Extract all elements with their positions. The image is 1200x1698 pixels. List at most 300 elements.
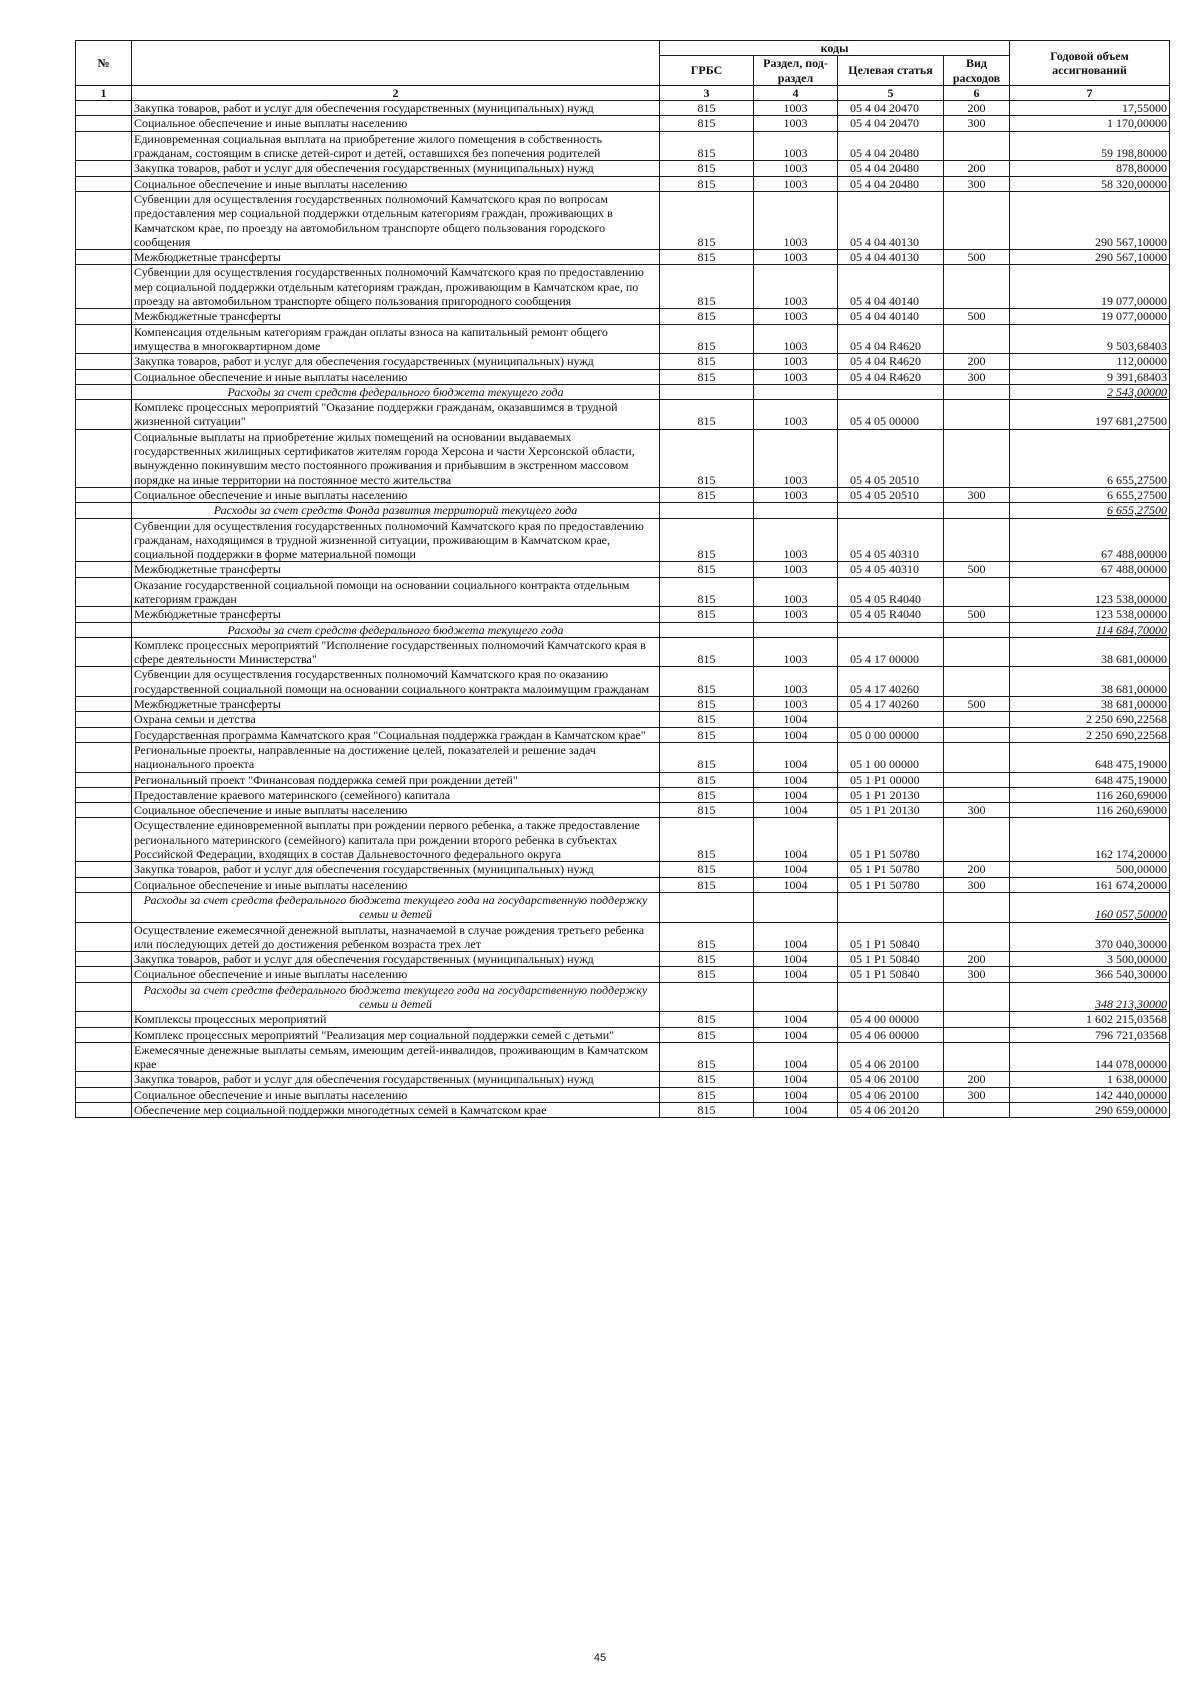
row-number-cell [76,1012,132,1027]
header-expense-type: Вид расходов [944,56,1010,86]
row-section: 1003 [754,191,838,249]
header-target: Целевая статья [838,56,944,86]
row-name: Ежемесячные денежные выплаты семьям, имеющим детей-инвалидов, проживающим в Камчатском крае [132,1042,660,1072]
row-expense-type: 200 [944,952,1010,967]
row-number-cell [76,577,132,607]
row-grbs [660,503,754,518]
table-row [76,101,1170,116]
row-name: Охрана семьи и детства [132,712,660,727]
row-expense-type [944,503,1010,518]
row-grbs: 815 [660,742,754,772]
row-section: 1003 [754,562,838,577]
row-target-article [838,503,944,518]
row-amount: 348 213,30000 [1010,982,1170,1012]
row-expense-type: 300 [944,176,1010,191]
row-target-article: 05 4 05 R4040 [838,607,944,622]
row-section: 1003 [754,101,838,116]
row-name: Региональные проекты, направленные на достижение целей, показателей и решение задач национального проекта [132,742,660,772]
row-target-article: 05 4 05 R4040 [838,577,944,607]
row-grbs: 815 [660,176,754,191]
row-number-cell [76,487,132,502]
row-number-cell [76,176,132,191]
table-row [76,727,1170,742]
row-section: 1004 [754,772,838,787]
row-number-cell [76,250,132,265]
row-target-article: 05 4 04 20480 [838,131,944,161]
row-section: 1004 [754,727,838,742]
table-row [76,131,1170,161]
table-row-funding-note [76,622,1170,637]
row-name: Социальное обеспечение и иные выплаты населению [132,487,660,502]
row-name: Социальное обеспечение и иные выплаты населению [132,176,660,191]
row-number-cell [76,518,132,562]
row-number-cell [76,116,132,131]
row-number-cell [76,787,132,802]
row-grbs: 815 [660,712,754,727]
row-grbs: 815 [660,772,754,787]
row-section: 1004 [754,1027,838,1042]
row-target-article: 05 4 17 40260 [838,697,944,712]
row-name: Субвенции для осуществления государственных полномочий Камчатского края по предоставлению гражданам, находящимся в трудной жизненной ситуации, проживающим в Камчатском крае, социальной поддержки в форме материальной помощи [132,518,660,562]
row-target-article: 05 4 04 20470 [838,116,944,131]
row-expense-type [944,818,1010,862]
row-section [754,982,838,1012]
header-number: № [76,41,132,86]
row-grbs: 815 [660,562,754,577]
row-number-cell [76,101,132,116]
row-target-article: 05 4 06 20100 [838,1042,944,1072]
table-row [76,309,1170,324]
row-name: Социальное обеспечение и иные выплаты населению [132,877,660,892]
row-number-cell [76,1103,132,1118]
row-grbs: 815 [660,667,754,697]
column-number: 4 [754,85,838,100]
row-target-article: 05 1 P1 50780 [838,877,944,892]
row-expense-type: 500 [944,309,1010,324]
row-amount: 2 250 690,22568 [1010,727,1170,742]
row-target-article: 05 4 04 20480 [838,161,944,176]
table-row [76,324,1170,354]
table-row [76,369,1170,384]
row-amount: 67 488,00000 [1010,562,1170,577]
row-amount: 9 391,68403 [1010,369,1170,384]
table-row [76,803,1170,818]
row-number-cell [76,772,132,787]
row-name: Межбюджетные трансферты [132,697,660,712]
row-name: Межбюджетные трансферты [132,309,660,324]
row-name: Осуществление ежемесячной денежной выплаты, назначаемой в случае рождения третьего ребенка или последующих детей до достижения ребенком возраста трех лет [132,922,660,952]
row-grbs: 815 [660,369,754,384]
row-expense-type [944,622,1010,637]
row-amount: 197 681,27500 [1010,400,1170,430]
row-grbs: 815 [660,518,754,562]
row-section: 1003 [754,324,838,354]
row-target-article: 05 4 04 R4620 [838,369,944,384]
row-name: Субвенции для осуществления государственных полномочий Камчатского края по предоставлению мер социальной поддержки отдельным категориям граждан, проживающим в Камчатском крае, по проезду на автомобильном транспорте общего пользования пригородного сообщения [132,265,660,309]
row-amount: 114 684,70000 [1010,622,1170,637]
table-row [76,712,1170,727]
row-grbs: 815 [660,487,754,502]
row-number-cell [76,369,132,384]
row-target-article: 05 4 04 40130 [838,191,944,249]
row-name: Региональный проект "Финансовая поддержка семей при рождении детей" [132,772,660,787]
row-grbs: 815 [660,818,754,862]
row-section: 1004 [754,1042,838,1072]
row-target-article: 05 1 00 00000 [838,742,944,772]
row-target-article: 05 4 05 40310 [838,518,944,562]
table-row-funding-note [76,982,1170,1012]
row-section [754,503,838,518]
row-section: 1004 [754,877,838,892]
row-section: 1003 [754,250,838,265]
row-name: Субвенции для осуществления государственных полномочий Камчатского края по вопросам предоставления мер социальной поддержки отдельным категориям граждан, проживающих в Камчатском крае, по проезду на автомобильном транспорте общего пользования городского сообщения [132,191,660,249]
table-row [76,161,1170,176]
table-row [76,250,1170,265]
row-grbs [660,384,754,399]
row-target-article: 05 4 04 20470 [838,101,944,116]
row-section: 1003 [754,429,838,487]
row-target-article: 05 4 04 R4620 [838,324,944,354]
row-name: Оказание государственной социальной помощи на основании социального контракта отдельным категориям граждан [132,577,660,607]
table-row [76,697,1170,712]
row-grbs: 815 [660,967,754,982]
table-row [76,429,1170,487]
row-grbs: 815 [660,787,754,802]
table-row [76,562,1170,577]
row-amount: 112,00000 [1010,354,1170,369]
table-row [76,862,1170,877]
row-name: Комплекс процессных мероприятий "Исполнение государственных полномочий Камчатского края в сфере деятельности Министерства" [132,637,660,667]
row-target-article: 05 4 06 20120 [838,1103,944,1118]
row-grbs: 815 [660,577,754,607]
row-section: 1003 [754,161,838,176]
row-target-article: 05 4 06 20100 [838,1072,944,1087]
row-expense-type [944,324,1010,354]
row-target-article: 05 4 17 40260 [838,667,944,697]
row-number-cell [76,982,132,1012]
row-expense-type [944,892,1010,922]
row-number-cell [76,877,132,892]
row-number-cell [76,429,132,487]
row-amount: 290 567,10000 [1010,191,1170,249]
row-number-cell [76,952,132,967]
header-name-blank [132,41,660,86]
row-grbs: 815 [660,862,754,877]
row-name: Межбюджетные трансферты [132,562,660,577]
row-number-cell [76,191,132,249]
row-amount: 1 638,00000 [1010,1072,1170,1087]
row-amount: 6 655,27500 [1010,503,1170,518]
row-name: Компенсация отдельным категориям граждан оплаты взноса на капитальный ремонт общего имущества в многоквартирном доме [132,324,660,354]
row-target-article: 05 1 P1 50840 [838,967,944,982]
row-section: 1004 [754,1072,838,1087]
row-grbs: 815 [660,191,754,249]
row-amount: 648 475,19000 [1010,772,1170,787]
page-number: 45 [593,1652,607,1664]
row-expense-type [944,384,1010,399]
row-target-article: 05 1 P1 20130 [838,787,944,802]
row-name: Социальные выплаты на приобретение жилых помещений на основании выдаваемых государственных жилищных сертификатов жителям города Херсона и части Херсонской области, вынужденно покинувшим место постоянного проживания и прибывшим в экстренном массовом порядке на иные территории на постоянное место жительства [132,429,660,487]
row-number-cell [76,1027,132,1042]
row-amount: 2 250 690,22568 [1010,712,1170,727]
row-expense-type: 300 [944,877,1010,892]
row-grbs: 815 [660,697,754,712]
row-number-cell [76,400,132,430]
row-amount: 58 320,00000 [1010,176,1170,191]
row-section: 1003 [754,116,838,131]
row-section [754,384,838,399]
row-amount: 1 602 215,03568 [1010,1012,1170,1027]
row-grbs: 815 [660,1103,754,1118]
budget-table [75,40,1170,1118]
row-section: 1004 [754,787,838,802]
row-number-cell [76,697,132,712]
row-amount: 9 503,68403 [1010,324,1170,354]
table-row [76,952,1170,967]
row-section: 1004 [754,803,838,818]
row-expense-type [944,1042,1010,1072]
row-target-article: 05 4 05 20510 [838,487,944,502]
row-section: 1004 [754,922,838,952]
row-section: 1003 [754,577,838,607]
row-section: 1004 [754,967,838,982]
row-amount: 366 540,30000 [1010,967,1170,982]
row-target-article: 05 4 06 00000 [838,1027,944,1042]
row-target-article: 05 4 06 20100 [838,1087,944,1102]
row-number-cell [76,1072,132,1087]
row-name: Закупка товаров, работ и услуг для обеспечения государственных (муниципальных) нужд [132,862,660,877]
row-name: Расходы за счет средств федерального бюджета текущего года на государственную поддержку семьи и детей [132,892,660,922]
row-name: Социальное обеспечение и иные выплаты населению [132,1087,660,1102]
row-section: 1003 [754,518,838,562]
column-number: 5 [838,85,944,100]
row-number-cell [76,637,132,667]
row-amount: 38 681,00000 [1010,697,1170,712]
row-target-article: 05 4 05 00000 [838,400,944,430]
row-name: Предоставление краевого материнского (семейного) капитала [132,787,660,802]
row-amount: 144 078,00000 [1010,1042,1170,1072]
row-expense-type [944,429,1010,487]
table-row [76,518,1170,562]
row-expense-type: 500 [944,607,1010,622]
table-row-funding-note [76,892,1170,922]
row-section: 1003 [754,309,838,324]
row-expense-type: 200 [944,354,1010,369]
row-amount: 17,55000 [1010,101,1170,116]
row-amount: 116 260,69000 [1010,787,1170,802]
row-number-cell [76,503,132,518]
row-grbs: 815 [660,265,754,309]
row-expense-type: 300 [944,1087,1010,1102]
row-name: Комплекс процессных мероприятий "Оказание поддержки гражданам, оказавшимся в трудной жизненной ситуации" [132,400,660,430]
row-amount: 290 659,00000 [1010,1103,1170,1118]
table-row [76,967,1170,982]
row-amount: 116 260,69000 [1010,803,1170,818]
row-target-article: 05 4 04 40130 [838,250,944,265]
row-expense-type: 500 [944,250,1010,265]
row-grbs: 815 [660,250,754,265]
row-target-article [838,384,944,399]
row-name: Закупка товаров, работ и услуг для обеспечения государственных (муниципальных) нужд [132,1072,660,1087]
row-target-article: 05 1 P1 50780 [838,818,944,862]
row-target-article: 05 4 05 40310 [838,562,944,577]
row-expense-type [944,742,1010,772]
row-section: 1004 [754,952,838,967]
row-target-article: 05 4 04 40140 [838,265,944,309]
row-amount: 796 721,03568 [1010,1027,1170,1042]
table-row [76,772,1170,787]
row-target-article: 05 1 P1 20130 [838,803,944,818]
row-name: Закупка товаров, работ и услуг для обеспечения государственных (муниципальных) нужд [132,354,660,369]
row-expense-type [944,265,1010,309]
row-number-cell [76,742,132,772]
row-number-cell [76,562,132,577]
header-grbs: ГРБС [660,56,754,86]
table-row [76,637,1170,667]
row-amount: 648 475,19000 [1010,742,1170,772]
row-name: Единовременная социальная выплата на приобретение жилого помещения в собственность гражданам, состоящим в списке детей-сирот и детей, оставшихся без попечения родителей [132,131,660,161]
row-target-article [838,622,944,637]
table-row [76,742,1170,772]
row-name: Расходы за счет средств Фонда развития территорий текущего года [132,503,660,518]
row-expense-type [944,577,1010,607]
row-grbs: 815 [660,1027,754,1042]
row-number-cell [76,131,132,161]
row-number-cell [76,818,132,862]
row-amount: 19 077,00000 [1010,265,1170,309]
row-section: 1004 [754,742,838,772]
row-section: 1003 [754,369,838,384]
row-amount: 6 655,27500 [1010,429,1170,487]
row-name: Комплекс процессных мероприятий "Реализация мер социальной поддержки семей с детьми" [132,1027,660,1042]
row-amount: 142 440,00000 [1010,1087,1170,1102]
row-expense-type: 200 [944,101,1010,116]
row-grbs: 815 [660,1072,754,1087]
row-grbs [660,622,754,637]
table-row [76,787,1170,802]
row-section: 1003 [754,354,838,369]
row-grbs: 815 [660,131,754,161]
row-grbs: 815 [660,1012,754,1027]
row-grbs: 815 [660,354,754,369]
row-number-cell [76,1042,132,1072]
row-section: 1003 [754,667,838,697]
row-target-article: 05 4 00 00000 [838,1012,944,1027]
table-row [76,818,1170,862]
column-number: 1 [76,85,132,100]
row-expense-type: 500 [944,562,1010,577]
row-section: 1004 [754,1103,838,1118]
row-name: Межбюджетные трансферты [132,250,660,265]
row-section: 1004 [754,1087,838,1102]
table-row [76,1042,1170,1072]
row-amount: 3 500,00000 [1010,952,1170,967]
row-expense-type [944,727,1010,742]
row-grbs: 815 [660,877,754,892]
row-name: Обеспечение мер социальной поддержки многодетных семей в Камчатском крае [132,1103,660,1118]
row-target-article: 05 4 04 R4620 [838,354,944,369]
row-expense-type [944,131,1010,161]
table-row [76,487,1170,502]
row-amount: 160 057,50000 [1010,892,1170,922]
row-grbs: 815 [660,116,754,131]
row-expense-type [944,1012,1010,1027]
row-number-cell [76,309,132,324]
row-section: 1003 [754,607,838,622]
row-expense-type [944,191,1010,249]
row-name: Государственная программа Камчатского края "Социальная поддержка граждан в Камчатском крае" [132,727,660,742]
row-number-cell [76,607,132,622]
row-amount: 370 040,30000 [1010,922,1170,952]
row-grbs: 815 [660,161,754,176]
row-expense-type: 300 [944,116,1010,131]
row-target-article: 05 4 05 20510 [838,429,944,487]
column-number: 2 [132,85,660,100]
row-expense-type [944,400,1010,430]
row-expense-type [944,712,1010,727]
row-grbs: 815 [660,952,754,967]
table-row [76,607,1170,622]
table-row [76,1103,1170,1118]
row-section: 1003 [754,265,838,309]
header-section: Раздел, под-раздел [754,56,838,86]
column-number: 7 [1010,85,1170,100]
row-amount: 6 655,27500 [1010,487,1170,502]
row-expense-type: 500 [944,697,1010,712]
row-name: Расходы за счет средств федерального бюджета текущего года [132,384,660,399]
row-expense-type [944,787,1010,802]
row-number-cell [76,1087,132,1102]
row-expense-type [944,922,1010,952]
row-number-cell [76,265,132,309]
row-target-article: 05 1 P1 50780 [838,862,944,877]
row-number-cell [76,967,132,982]
row-expense-type [944,1103,1010,1118]
row-number-cell [76,712,132,727]
row-grbs: 815 [660,1087,754,1102]
row-grbs: 815 [660,429,754,487]
row-expense-type: 200 [944,862,1010,877]
table-row [76,176,1170,191]
column-number: 6 [944,85,1010,100]
table-row [76,1072,1170,1087]
table-body [76,101,1170,1118]
table-row-funding-note [76,503,1170,518]
row-grbs: 815 [660,101,754,116]
row-number-cell [76,161,132,176]
table-row [76,577,1170,607]
row-target-article: 05 1 P1 50840 [838,922,944,952]
row-grbs: 815 [660,607,754,622]
row-number-cell [76,324,132,354]
row-name: Социальное обеспечение и иные выплаты населению [132,116,660,131]
row-section: 1003 [754,131,838,161]
table-row [76,1087,1170,1102]
table-row [76,354,1170,369]
row-section: 1003 [754,176,838,191]
row-amount: 38 681,00000 [1010,667,1170,697]
row-expense-type: 300 [944,803,1010,818]
table-row [76,116,1170,131]
row-target-article [838,982,944,1012]
row-grbs: 815 [660,400,754,430]
row-section: 1003 [754,637,838,667]
row-number-cell [76,384,132,399]
row-name: Закупка товаров, работ и услуг для обеспечения государственных (муниципальных) нужд [132,101,660,116]
header-volume: Годовой объем ассигнований [1010,41,1170,86]
row-target-article: 05 1 P1 00000 [838,772,944,787]
header-codes: коды [660,41,1010,56]
